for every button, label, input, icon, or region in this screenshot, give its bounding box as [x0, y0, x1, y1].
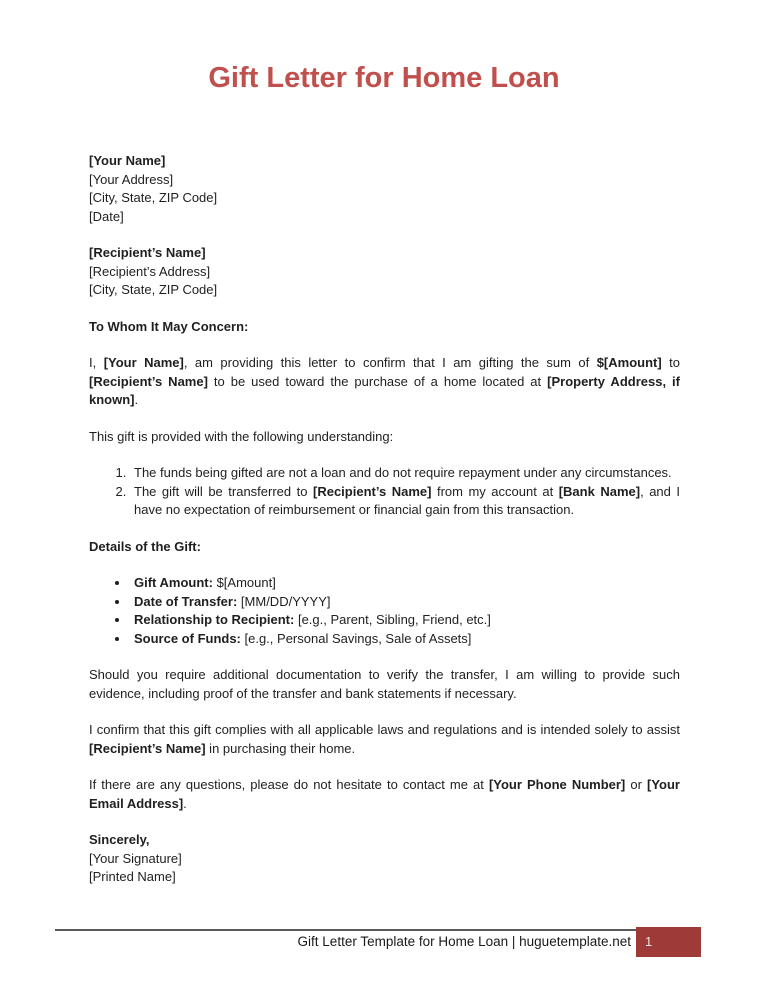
sender-block	[89, 152, 680, 226]
recipient-address: [Recipient’s Address]	[89, 263, 211, 279]
intro-paragraph: I, [Your Name], am providing this letter to confirm that I am gifting the sum of $[Amount] to [Recipient’s Name] to be used toward the purchase of a home located at [Property Address, if known].	[89, 355, 680, 407]
contact-paragraph: If there are any questions, please do not hesitate to contact me at [Your Phone Number] or [Your Email Address].	[89, 777, 680, 811]
detail-label: Date of Transfer:	[134, 593, 238, 609]
detail-label: Relationship to Recipient:	[134, 612, 295, 627]
detail-value: [e.g., Parent, Sibling, Friend, etc.]	[294, 612, 491, 627]
sender-address: [Your Address]	[89, 171, 174, 187]
detail-item-relationship	[130, 611, 680, 630]
detail-item-date-of-transfer	[130, 593, 680, 612]
page-number-badge: 1	[636, 927, 701, 957]
understanding-list	[89, 464, 680, 520]
printed-name-placeholder: [Printed Name]	[89, 869, 176, 884]
understanding-item-1: 1. The funds being gifted are not a loan and do not require repayment under any circumstances.	[130, 464, 680, 483]
sender-name: [Your Name]	[89, 153, 166, 168]
salutation: To Whom It May Concern:	[89, 318, 249, 334]
sender-city-state-zip: [City, State, ZIP Code]	[89, 190, 218, 205]
detail-label: Source of Funds:	[134, 630, 241, 646]
details-heading: Details of the Gift:	[89, 538, 201, 554]
signature-placeholder: [Your Signature]	[89, 850, 182, 866]
letter-body	[89, 152, 680, 905]
detail-value: [MM/DD/YYYY]	[237, 593, 331, 609]
detail-label: Gift Amount:	[134, 575, 213, 590]
signature-block	[89, 831, 680, 887]
documentation-paragraph: Should you require additional documentation to verify the transfer, I am willing to provide such evidence, including proof of the transfer and bank statements if necessary.	[89, 667, 680, 701]
understanding-item-2: 2. The gift will be transferred to [Recipient’s Name] from my account at [Bank Name], and I have no expectation of reimbursement or financial gain from this transaction.	[130, 483, 680, 520]
footer-text: Gift Letter Template for Home Loan | huguetemplate.net	[297, 934, 631, 949]
compliance-paragraph: I confirm that this gift complies with all applicable laws and regulations and is intended solely to assist [Recipient’s Name] in purchasing their home.	[89, 722, 680, 756]
document-title: Gift Letter for Home Loan	[208, 62, 560, 94]
understanding-lead: This gift is provided with the following understanding:	[89, 428, 394, 444]
recipient-city-state-zip: [City, State, ZIP Code]	[89, 282, 218, 297]
detail-value: $[Amount]	[212, 575, 276, 590]
detail-item-gift-amount	[130, 574, 680, 593]
footer-divider	[55, 929, 636, 931]
recipient-name: [Recipient’s Name]	[89, 245, 206, 260]
gift-details-list	[89, 574, 680, 648]
detail-value: [e.g., Personal Savings, Sale of Assets]	[240, 630, 472, 646]
letter-date: [Date]	[89, 208, 124, 224]
detail-item-source-of-funds	[130, 630, 680, 649]
recipient-block	[89, 244, 680, 300]
closing: Sincerely,	[89, 832, 150, 847]
